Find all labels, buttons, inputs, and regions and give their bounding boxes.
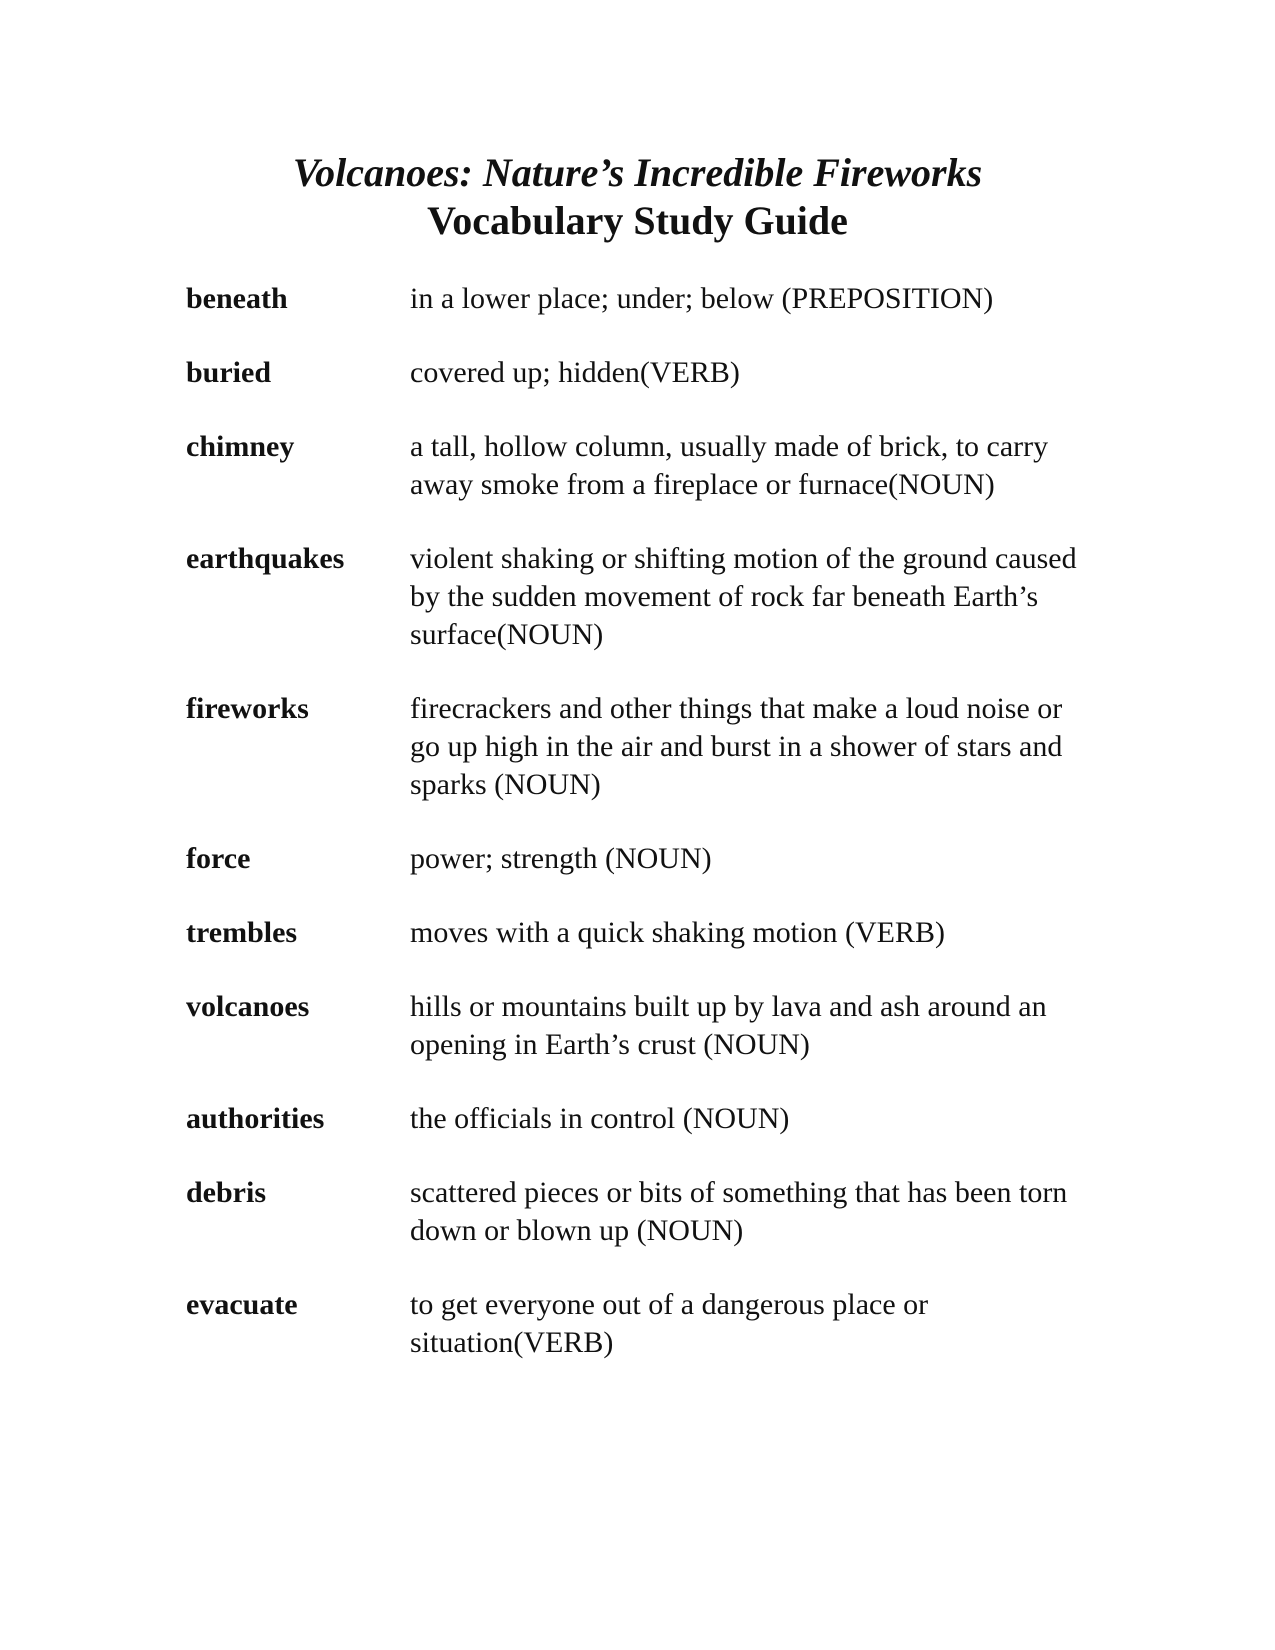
vocab-entry-debris	[186, 1174, 1086, 1250]
vocab-entry-volcanoes	[186, 988, 1086, 1064]
vocab-definition: in a lower place; under; below (PREPOSITION)	[410, 282, 994, 315]
vocab-term: beneath	[186, 282, 288, 315]
vocab-definition: moves with a quick shaking motion (VERB)	[410, 916, 945, 949]
vocab-term: earthquakes	[186, 542, 345, 575]
vocab-term: evacuate	[186, 1288, 298, 1321]
vocab-term: chimney	[186, 430, 295, 463]
vocab-entry-earthquakes	[186, 540, 1086, 654]
vocab-entry-chimney	[186, 428, 1086, 504]
vocab-term: volcanoes	[186, 990, 310, 1023]
vocab-definition: scattered pieces or bits of something that has been torn down or blown up (NOUN)	[410, 1176, 1068, 1247]
vocab-term: authorities	[186, 1102, 325, 1135]
vocab-definition: the officials in control (NOUN)	[410, 1102, 790, 1135]
vocab-entry-force	[186, 840, 1086, 878]
vocab-definition: covered up; hidden(VERB)	[410, 356, 740, 389]
vocab-entry-evacuate	[186, 1286, 1086, 1362]
vocab-definition: hills or mountains built up by lava and ash around an opening in Earth’s crust (NOUN)	[410, 990, 1047, 1061]
vocab-definition: power; strength (NOUN)	[410, 842, 712, 875]
vocab-term: fireworks	[186, 692, 309, 725]
vocab-term: buried	[186, 356, 272, 389]
vocab-entry-fireworks	[186, 690, 1086, 804]
document-title: Volcanoes: Nature’s Incredible Fireworks	[292, 150, 983, 195]
vocab-definition: violent shaking or shifting motion of the ground caused by the sudden movement of rock far beneath Earth’s surface(NOUN)	[410, 542, 1077, 651]
vocab-definition: to get everyone out of a dangerous place or situation(VERB)	[410, 1288, 929, 1359]
vocab-entry-trembles	[186, 914, 1086, 952]
vocab-term: debris	[186, 1176, 267, 1209]
vocab-entry-beneath	[186, 280, 1086, 318]
vocabulary-list	[186, 280, 1086, 1398]
vocab-term: force	[186, 842, 251, 875]
vocab-entry-authorities	[186, 1100, 1086, 1138]
vocab-definition: a tall, hollow column, usually made of brick, to carry away smoke from a fireplace or furnace(NOUN)	[410, 430, 1049, 501]
vocab-term: trembles	[186, 916, 298, 949]
vocab-definition: firecrackers and other things that make a loud noise or go up high in the air and burst in a shower of stars and sparks (NOUN)	[410, 692, 1063, 801]
vocab-entry-buried	[186, 354, 1086, 392]
document-subtitle: Vocabulary Study Guide	[427, 198, 848, 243]
